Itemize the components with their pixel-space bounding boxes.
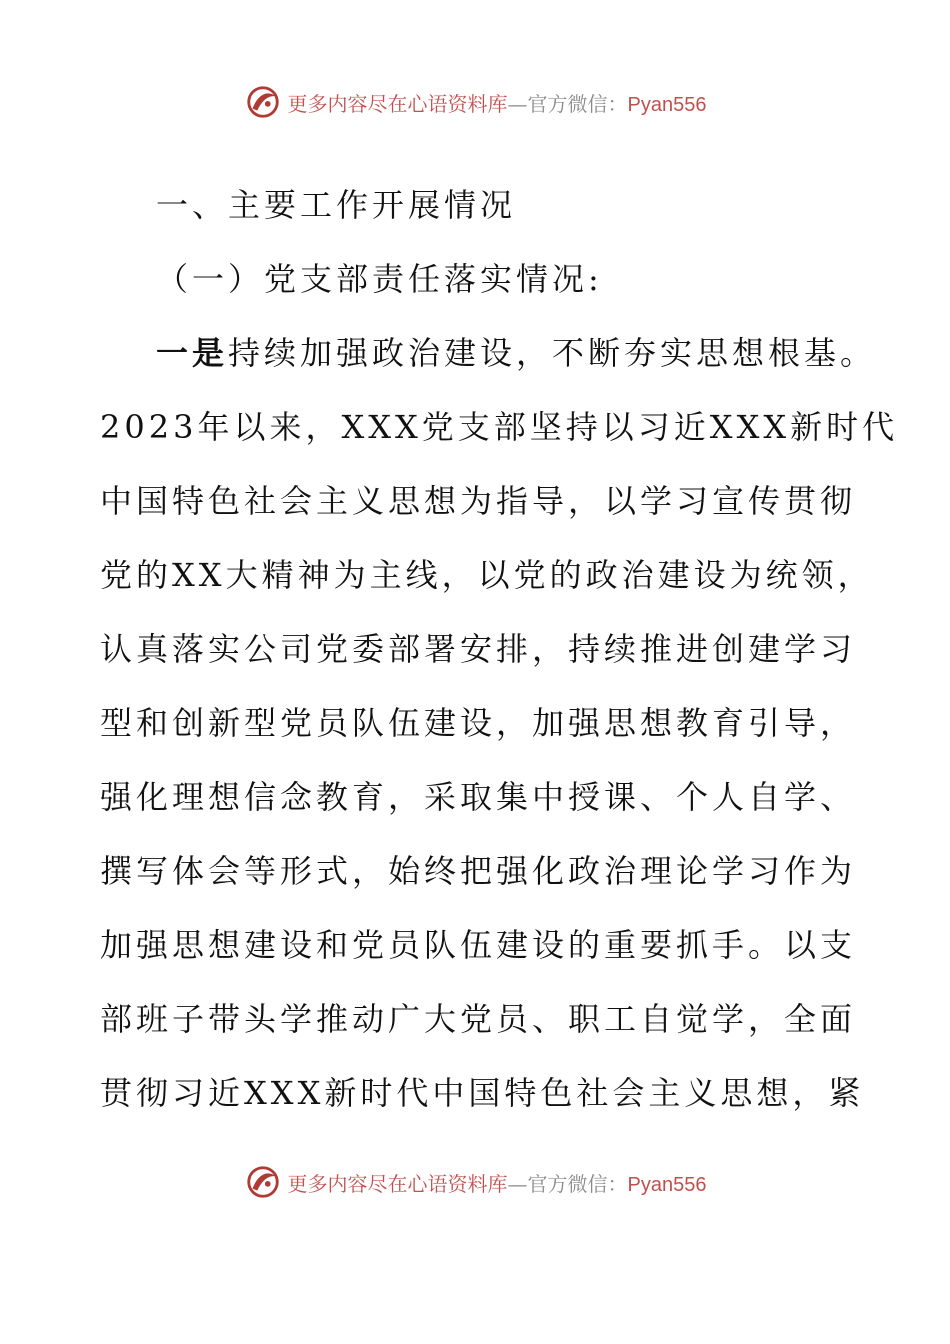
brand-logo-icon xyxy=(244,83,282,121)
body-line: 贯彻习近XXX新时代中国特色社会主义思想，紧 xyxy=(100,1074,865,1112)
point-title: 持续加强政治建设，不断夯实思想根基。 xyxy=(228,334,877,372)
body-line: 部班子带头学推动广大党员、职工自觉学，全面 xyxy=(100,1000,857,1038)
body-line: 党的XX大精神为主线，以党的政治建设为统领， xyxy=(100,556,874,594)
watermark-text: 更多内容尽在心语资料库—官方微信：Pyan556 xyxy=(287,91,707,116)
section-heading: 一、主要工作开展情况 xyxy=(156,186,517,224)
body-line: 强化理想信念教育，采取集中授课、个人自学、 xyxy=(100,778,857,816)
body-line: 加强思想建设和党员队伍建设的重要抓手。以支 xyxy=(100,926,857,964)
point-first-line xyxy=(100,316,875,390)
body-line: 型和创新型党员队伍建设，加强思想教育引导， xyxy=(100,704,857,742)
body-line: 2023年以来，XXX党支部坚持以习近XXX新时代 xyxy=(100,408,899,446)
footer-watermark xyxy=(0,1160,950,1204)
point-lead: 一是 xyxy=(156,334,229,372)
subsection-heading: （一）党支部责任落实情况: xyxy=(156,260,603,298)
body-line: 中国特色社会主义思想为指导，以学习宣传贯彻 xyxy=(100,482,857,520)
brand-logo-icon xyxy=(244,1163,282,1201)
document-body xyxy=(100,168,899,1130)
body-line: 撰写体会等形式，始终把强化政治理论学习作为 xyxy=(100,852,857,890)
header-watermark xyxy=(0,80,950,124)
watermark-text: 更多内容尽在心语资料库—官方微信：Pyan556 xyxy=(287,1171,707,1196)
body-line: 认真落实公司党委部署安排，持续推进创建学习 xyxy=(100,630,857,668)
